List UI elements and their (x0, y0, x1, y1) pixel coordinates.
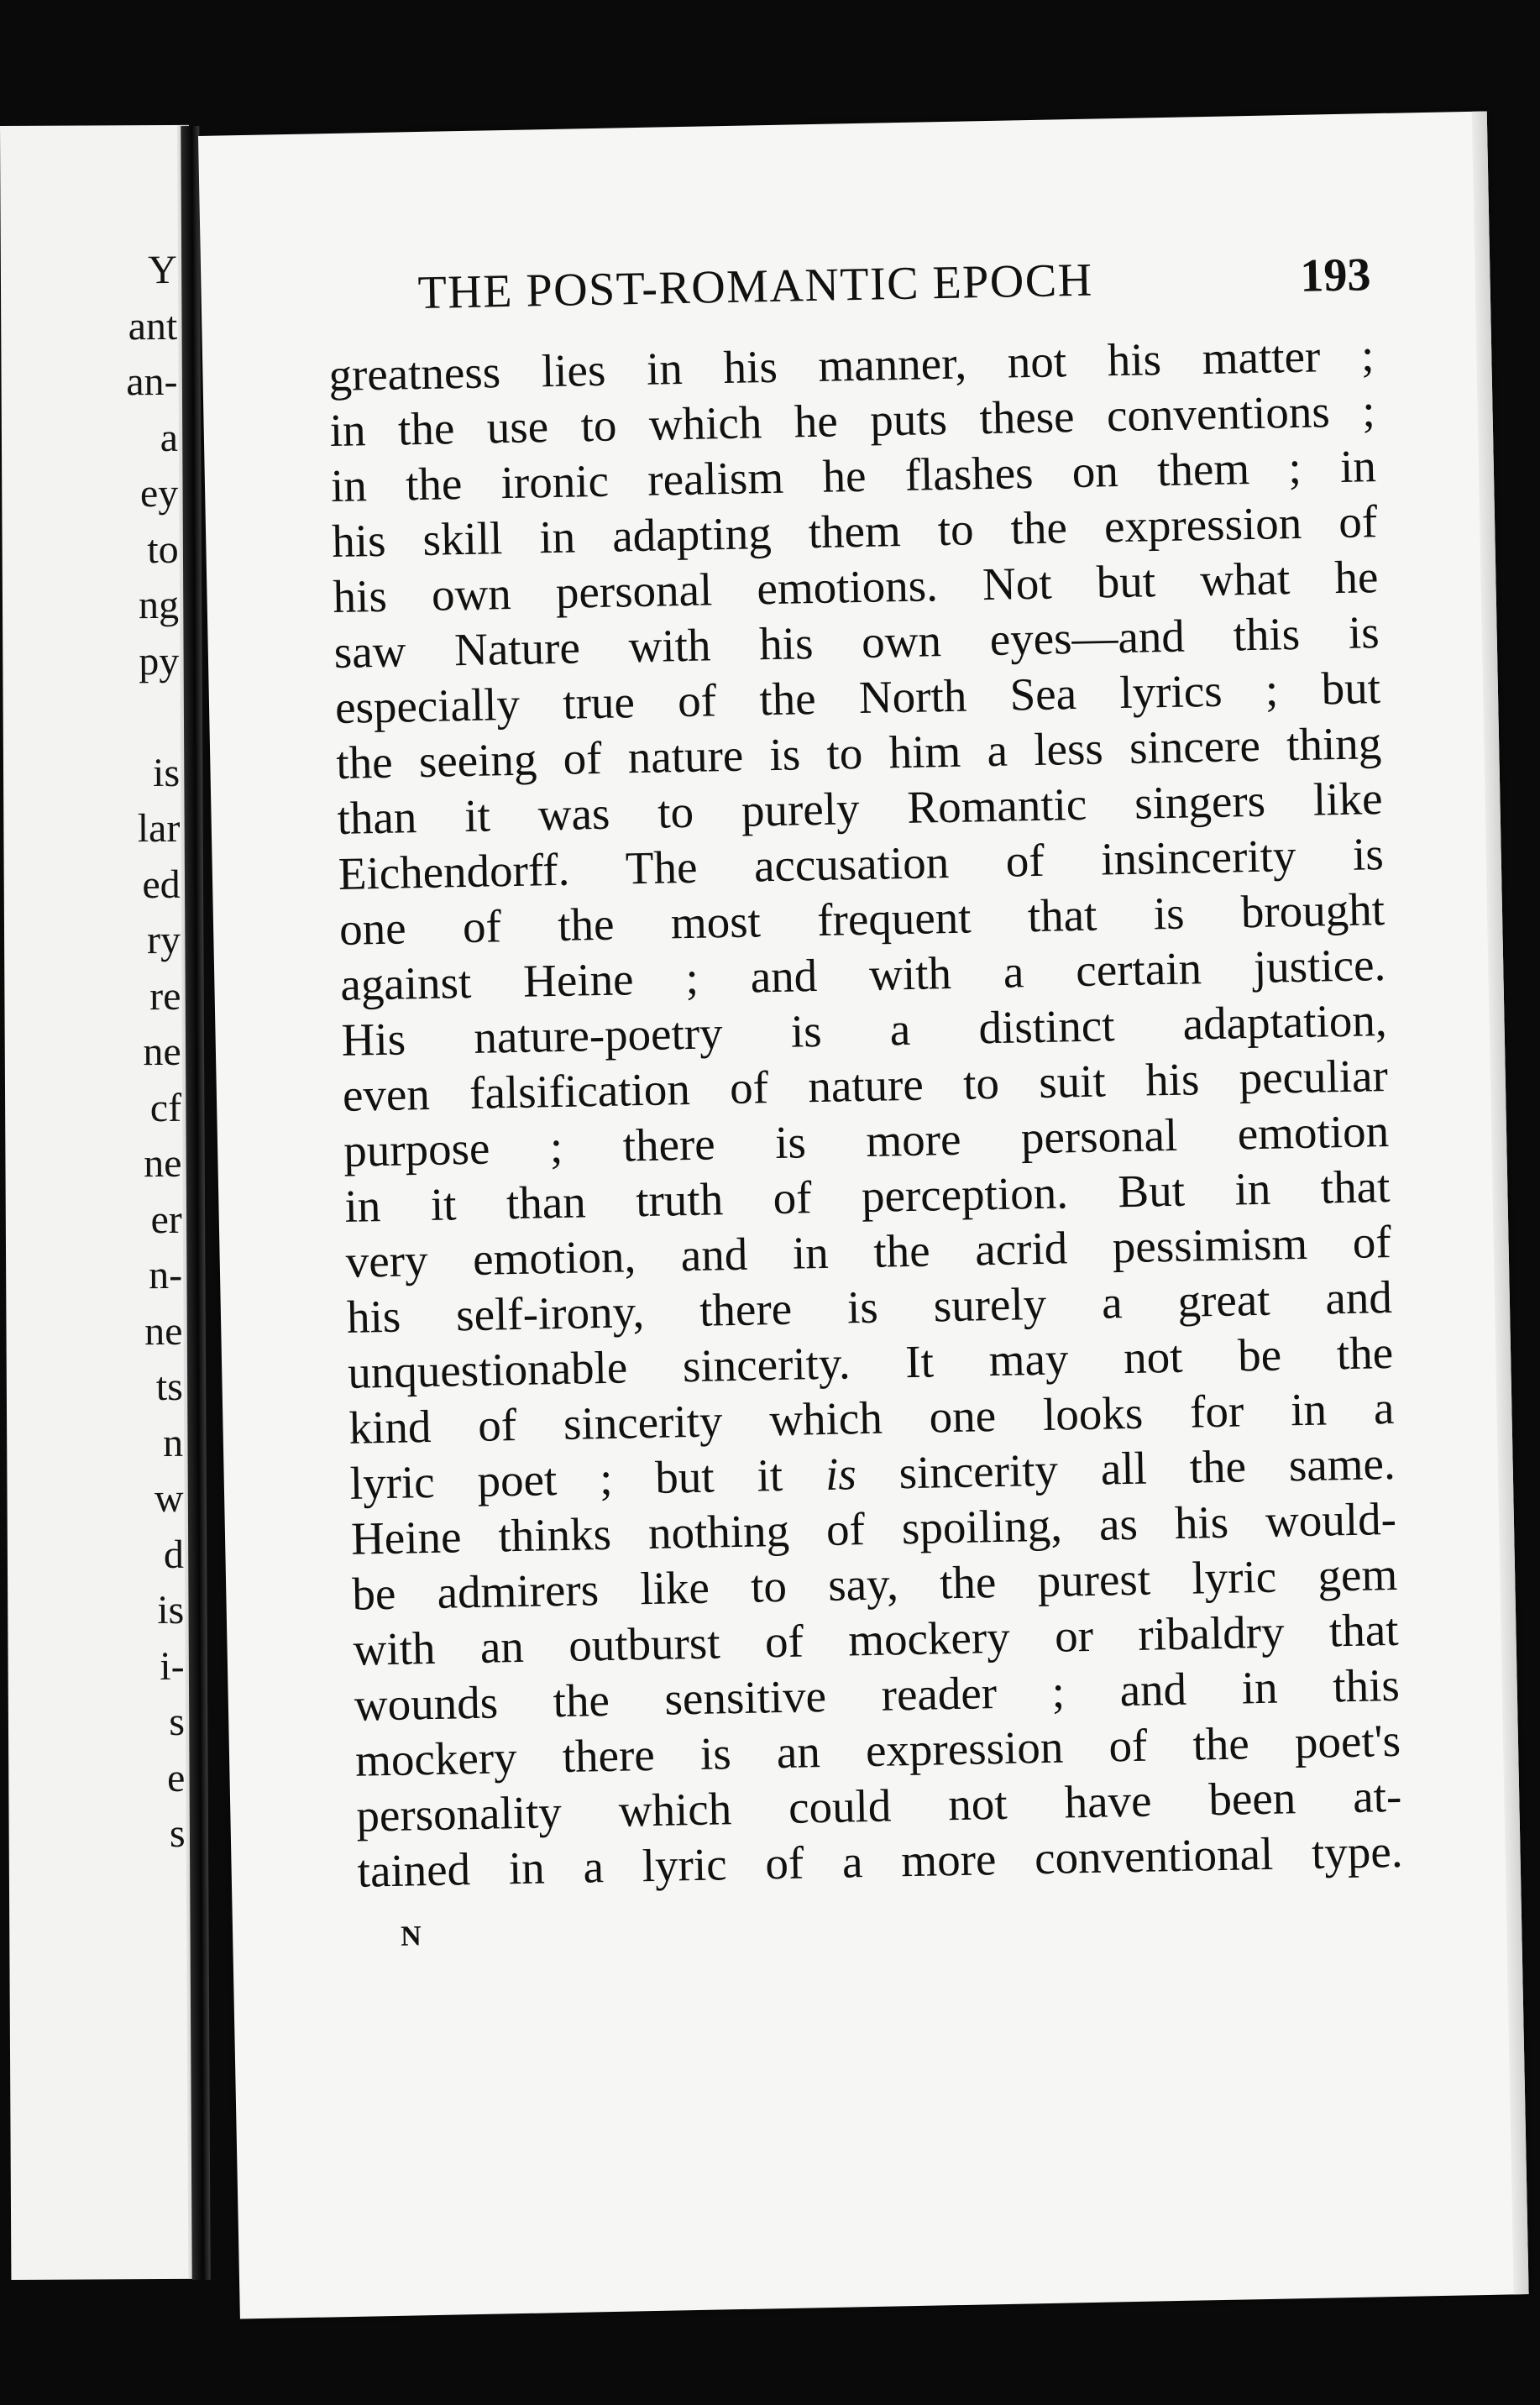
text-line: in it than truth of perception. But in that (343, 1160, 1391, 1232)
text-line: in the use to which he puts these conventions ; (329, 385, 1376, 457)
facing-page-fragment: ne (143, 1029, 181, 1075)
text-line: his self-irony, there is surely a great and (346, 1271, 1393, 1343)
text-segment: lyric poet ; but it (349, 1448, 826, 1509)
text-line: be admirers like to say, the purest lyric gem (351, 1548, 1398, 1620)
facing-page-fragment: er (150, 1197, 182, 1242)
text-line: tained in a lyric of a more conventional type. (357, 1825, 1404, 1897)
text-line: the seeing of nature is to him a less sincere thing (335, 717, 1382, 789)
page-edge (1472, 112, 1529, 2295)
facing-page-fragment: ne (144, 1140, 182, 1187)
facing-page-fragment: cf (149, 1085, 182, 1130)
text-line: wounds the sensitive reader ; and in this (354, 1658, 1401, 1731)
facing-page-fragment: ne (144, 1308, 183, 1354)
text-line: in the ironic realism he flashes on them ; in (330, 440, 1377, 512)
text-line: his skill in adapting them to the expression of (331, 495, 1378, 568)
facing-page-fragment: to (147, 527, 179, 572)
text-line: Heine thinks nothing of spoiling, as his would- (350, 1492, 1397, 1564)
facing-page-fragment: ant (128, 303, 178, 348)
running-title: THE POST-ROMANTIC EPOCH (417, 254, 1094, 320)
text-line: very emotion, and in the acrid pessimism of (345, 1215, 1392, 1287)
signature-mark: N (400, 1920, 422, 1952)
facing-page-fragment: s (169, 1699, 186, 1744)
text-line: mockery there is an expression of the poet's (354, 1714, 1401, 1786)
facing-page-fragment: is (157, 1587, 185, 1633)
text-line: unquestionable sincerity. It may not be the (347, 1326, 1394, 1398)
facing-page-fragment: i- (160, 1643, 185, 1689)
facing-page-fragment: ts (155, 1364, 184, 1410)
book-page (198, 112, 1529, 2319)
text-line: even falsification of nature to suit his peculiar (342, 1050, 1389, 1121)
text-line: personality which could not have been at- (355, 1769, 1402, 1842)
facing-page-fragment: n- (149, 1252, 183, 1298)
facing-page-fragment: re (149, 973, 181, 1019)
text-line: one of the most frequent that is brought (338, 883, 1385, 955)
facing-page-fragment: n (163, 1420, 184, 1465)
facing-page-fragment: py (139, 638, 180, 684)
text-line: with an outburst of mockery or ribaldry that (353, 1603, 1399, 1675)
facing-page-fragment: d (163, 1532, 185, 1577)
text-line: than it was to purely Romantic singers like (337, 773, 1383, 844)
text-line: kind of sincerity which one looks for in a (348, 1381, 1395, 1454)
facing-page-fragment: Y (148, 247, 178, 293)
text-segment: sincerity all the same. (856, 1437, 1396, 1500)
facing-page-fragment: a (160, 415, 179, 460)
facing-page-fragment: is (152, 750, 181, 795)
facing-page-fragment: w (154, 1475, 184, 1522)
text-line: his own personal emotions. Not but what he (332, 551, 1379, 623)
facing-page-fragment: ey (139, 470, 179, 516)
facing-page-fragment: s (169, 1810, 186, 1856)
body-text (328, 327, 1403, 1899)
text-line: Eichendorff. The accusation of insincerity is (338, 828, 1385, 899)
facing-page-fragment: lar (137, 805, 181, 851)
facing-page-fragment: an- (126, 359, 178, 405)
running-head (417, 248, 1371, 325)
facing-page-fragment: ng (138, 582, 180, 628)
text-line: greatness lies in his manner, not his matter ; (327, 329, 1375, 401)
emphasized-word: is (825, 1448, 857, 1500)
text-line: purpose ; there is more personal emotion (343, 1105, 1390, 1176)
facing-page-text-fragments (1, 247, 186, 1856)
text-line: His nature-poetry is a distinct adaptation, (341, 994, 1388, 1066)
page-number: 193 (1299, 249, 1372, 302)
facing-page (0, 125, 200, 2280)
facing-page-fragment: ry (146, 917, 181, 963)
text-line: against Heine ; and with a certain justice. (339, 939, 1386, 1010)
text-line: saw Nature with his own eyes—and this is (333, 606, 1380, 679)
text-line: especially true of the North Sea lyrics ; but (334, 662, 1381, 733)
facing-page-fragment: ed (142, 862, 181, 907)
facing-page-fragment: e (166, 1755, 186, 1800)
